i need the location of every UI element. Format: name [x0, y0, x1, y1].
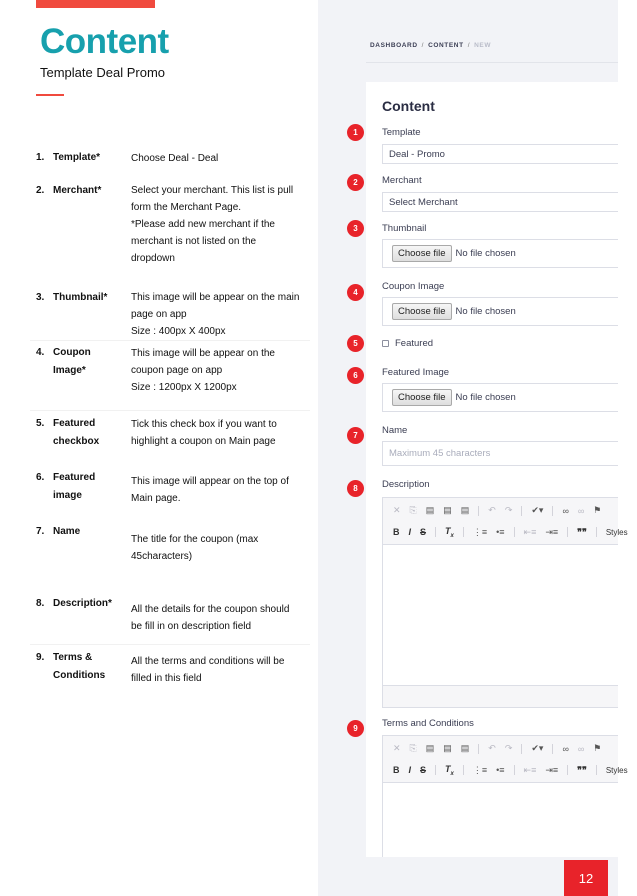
field-number: 9.	[36, 652, 45, 663]
toolbar-separator	[552, 744, 553, 754]
description-label: Description	[382, 479, 430, 490]
desc-line: merchant is not listed on the	[131, 236, 257, 247]
field-name	[53, 344, 128, 380]
field-description	[131, 473, 316, 507]
numbered-list-icon[interactable]: ⋮≡	[472, 526, 488, 537]
breadcrumb-item-dashboard[interactable]: DASHBOARD	[370, 42, 418, 49]
breadcrumb-item-new: NEW	[474, 42, 492, 49]
paste-text-icon[interactable]: ▤	[443, 743, 452, 753]
name-line: Conditions	[53, 670, 106, 681]
remove-format-icon[interactable]: $T_x$	[445, 764, 454, 777]
field-number: 4.	[36, 347, 45, 358]
thumbnail-label: Thumbnail	[382, 223, 427, 234]
field-name: Name	[53, 526, 81, 537]
top-accent-bar	[36, 0, 155, 8]
featured-checkbox[interactable]	[382, 340, 389, 347]
italic-icon[interactable]: I	[408, 527, 412, 538]
form-title: Content	[382, 98, 435, 114]
desc-line: This image will appear on the top of	[131, 476, 289, 487]
desc-line: Tick this check box if you want to	[131, 419, 277, 430]
thumbnail-file-input[interactable]	[382, 239, 618, 268]
toolbar-separator	[567, 765, 568, 775]
template-select[interactable]: Deal - Promo	[382, 144, 618, 164]
breadcrumb	[370, 42, 491, 49]
copy-icon[interactable]: ⎘	[409, 505, 417, 515]
toolbar-separator	[521, 744, 522, 754]
field-name: Thumbnail*	[53, 292, 108, 303]
field-description	[131, 345, 316, 396]
desc-line: This image will be appear on the	[131, 348, 275, 359]
annotation-marker-2: 2	[347, 174, 364, 191]
annotation-marker-1: 1	[347, 124, 364, 141]
desc-line: Choose Deal - Deal	[131, 153, 219, 164]
cut-icon[interactable]: ✕	[393, 505, 401, 515]
undo-icon[interactable]: ↶	[488, 743, 496, 753]
desc-line: page on app	[131, 309, 187, 320]
desc-line: form the Merchant Page.	[131, 202, 242, 213]
desc-line: All the terms and conditions will be	[131, 656, 285, 667]
breadcrumb-item-content[interactable]: CONTENT	[428, 42, 464, 49]
toolbar-separator	[435, 527, 436, 537]
terms-editor-toolbar	[383, 736, 628, 783]
breadcrumb-separator: /	[467, 42, 471, 49]
desc-line: 45characters)	[131, 551, 193, 562]
name-line: Terms &	[53, 652, 93, 663]
toolbar-separator	[463, 527, 464, 537]
name-line: checkbox	[53, 436, 100, 447]
coupon-image-label: Coupon Image	[382, 281, 445, 292]
styles-dropdown[interactable]: Styles	[605, 527, 628, 537]
desc-line: *Please add new merchant if the	[131, 219, 275, 230]
blockquote-icon[interactable]: ❞❞	[577, 526, 587, 537]
name-line: Featured	[53, 418, 96, 429]
annotation-marker-6: 6	[347, 367, 364, 384]
toolbar-separator	[567, 527, 568, 537]
featured-checkbox-label: Featured	[395, 338, 434, 349]
bulleted-list-icon[interactable]: •≡	[496, 527, 505, 538]
description-editor[interactable]	[382, 497, 628, 708]
featured-image-label: Featured Image	[382, 367, 450, 378]
styles-dropdown[interactable]: Styles	[605, 765, 628, 775]
row-divider	[30, 340, 310, 341]
toolbar-separator	[463, 765, 464, 775]
desc-line: Size : 400px X 400px	[131, 326, 226, 337]
field-name: Description*	[53, 598, 112, 609]
thumbnail-file-status: No file chosen	[455, 248, 516, 259]
field-description	[131, 653, 316, 687]
strikethrough-icon[interactable]: S	[420, 527, 427, 538]
name-input[interactable]: Maximum 45 characters	[382, 441, 618, 466]
indent-icon[interactable]: ⇥≡	[545, 764, 559, 775]
anchor-flag-icon[interactable]: ⚑	[593, 743, 602, 753]
annotation-marker-8: 8	[347, 480, 364, 497]
field-description	[131, 601, 316, 635]
unlink-icon[interactable]: ∞	[577, 743, 585, 754]
desc-line: dropdown	[131, 253, 175, 264]
field-name: Template*	[53, 152, 101, 163]
blockquote-icon[interactable]: ❞❞	[577, 764, 587, 775]
name-label: Name	[382, 425, 408, 436]
featured-image-file-status: No file chosen	[455, 392, 516, 403]
desc-line: This image will be appear on the main	[131, 292, 300, 303]
row-divider	[30, 410, 310, 411]
featured-image-choose-file-button[interactable]: Choose file	[392, 389, 452, 406]
field-description	[131, 182, 316, 267]
name-line: Image*	[53, 365, 86, 376]
document-title: Content	[40, 22, 169, 61]
merchant-select[interactable]: Select Merchant	[382, 192, 618, 212]
bulleted-list-icon[interactable]: •≡	[496, 765, 505, 776]
link-icon[interactable]: ∞	[562, 743, 569, 754]
toolbar-row-1	[393, 505, 610, 516]
terms-label: Terms and Conditions	[382, 718, 474, 729]
coupon-image-file-input[interactable]	[382, 297, 618, 326]
toolbar-separator	[596, 765, 597, 775]
name-line: Coupon	[53, 347, 91, 358]
bold-icon[interactable]: B	[393, 765, 400, 776]
featured-checkbox-row[interactable]	[382, 338, 433, 349]
annotation-marker-7: 7	[347, 427, 364, 444]
italic-icon[interactable]: I	[408, 765, 412, 776]
toolbar-separator	[478, 506, 479, 516]
toolbar-separator	[478, 744, 479, 754]
breadcrumb-separator: /	[421, 42, 425, 49]
toolbar-row-2	[393, 526, 637, 539]
link-icon[interactable]: ∞	[562, 505, 569, 516]
copy-icon[interactable]: ⎘	[409, 743, 417, 753]
toolbar-separator	[514, 765, 515, 775]
paste-word-icon[interactable]: ▤	[460, 743, 470, 753]
desc-line: Main page.	[131, 493, 181, 504]
field-number: 8.	[36, 598, 45, 609]
coupon-image-file-status: No file chosen	[455, 306, 516, 317]
field-description	[131, 150, 316, 167]
field-number: 6.	[36, 472, 45, 483]
description-editor-toolbar	[383, 498, 628, 545]
field-number: 7.	[36, 526, 45, 537]
toolbar-separator	[552, 506, 553, 516]
name-line: Featured	[53, 472, 96, 483]
annotation-marker-5: 5	[347, 335, 364, 352]
field-description	[131, 289, 316, 340]
strikethrough-icon[interactable]: S	[420, 765, 427, 776]
desc-line: All the details for the coupon should	[131, 604, 290, 615]
unlink-icon[interactable]: ∞	[577, 505, 585, 516]
field-number: 2.	[36, 185, 45, 196]
field-name: Merchant*	[53, 185, 102, 196]
spellcheck-icon[interactable]: ✔▾	[531, 505, 544, 515]
name-line: image	[53, 490, 82, 501]
breadcrumb-divider	[366, 62, 618, 63]
field-number: 5.	[36, 418, 45, 429]
paste-icon[interactable]: ▤	[425, 743, 435, 753]
title-underline	[36, 94, 64, 96]
desc-line: coupon page on app	[131, 365, 223, 376]
toolbar-row-2	[393, 764, 637, 777]
field-name	[53, 649, 128, 685]
row-divider	[30, 644, 310, 645]
template-label: Template	[382, 127, 421, 138]
field-number: 1.	[36, 152, 45, 163]
merchant-label: Merchant	[382, 175, 422, 186]
coupon-image-choose-file-button[interactable]: Choose file	[392, 303, 452, 320]
bold-icon[interactable]: B	[393, 527, 400, 538]
undo-icon[interactable]: ↶	[488, 505, 496, 515]
toolbar-separator	[596, 527, 597, 537]
desc-line: highlight a coupon on Main page	[131, 436, 276, 447]
desc-line: Size : 1200px X 1200px	[131, 382, 237, 393]
outdent-icon[interactable]: ⇤≡	[523, 764, 537, 775]
thumbnail-choose-file-button[interactable]: Choose file	[392, 245, 452, 262]
paste-icon[interactable]: ▤	[425, 505, 435, 515]
toolbar-separator	[521, 506, 522, 516]
annotation-marker-9: 9	[347, 720, 364, 737]
redo-icon[interactable]: ↷	[504, 743, 513, 753]
spellcheck-icon[interactable]: ✔▾	[531, 743, 544, 753]
desc-line: The title for the coupon (max	[131, 534, 259, 545]
annotation-marker-4: 4	[347, 284, 364, 301]
toolbar-row-1	[393, 743, 610, 754]
numbered-list-icon[interactable]: ⋮≡	[472, 764, 488, 775]
page-number-badge: 12	[564, 860, 608, 896]
annotation-marker-3: 3	[347, 220, 364, 237]
desc-line: filled in this field	[131, 673, 202, 684]
document-subtitle: Template Deal Promo	[40, 65, 165, 80]
toolbar-separator	[435, 765, 436, 775]
toolbar-separator	[514, 527, 515, 537]
featured-image-file-input[interactable]	[382, 383, 618, 412]
field-description	[131, 416, 316, 450]
remove-format-icon[interactable]: $T_x$	[445, 526, 454, 539]
desc-line: be fill in on description field	[131, 621, 252, 632]
outdent-icon[interactable]: ⇤≡	[523, 526, 537, 537]
field-name	[53, 415, 128, 451]
description-editor-footer	[383, 685, 618, 707]
cut-icon[interactable]: ✕	[393, 743, 401, 753]
paste-word-icon[interactable]: ▤	[460, 505, 470, 515]
terms-editor[interactable]	[382, 735, 628, 857]
field-number: 3.	[36, 292, 45, 303]
field-name	[53, 469, 128, 505]
paste-text-icon[interactable]: ▤	[443, 505, 452, 515]
redo-icon[interactable]: ↷	[504, 505, 513, 515]
field-description	[131, 531, 316, 565]
anchor-flag-icon[interactable]: ⚑	[593, 505, 602, 515]
desc-line: Select your merchant. This list is pull	[131, 185, 294, 196]
indent-icon[interactable]: ⇥≡	[545, 526, 559, 537]
